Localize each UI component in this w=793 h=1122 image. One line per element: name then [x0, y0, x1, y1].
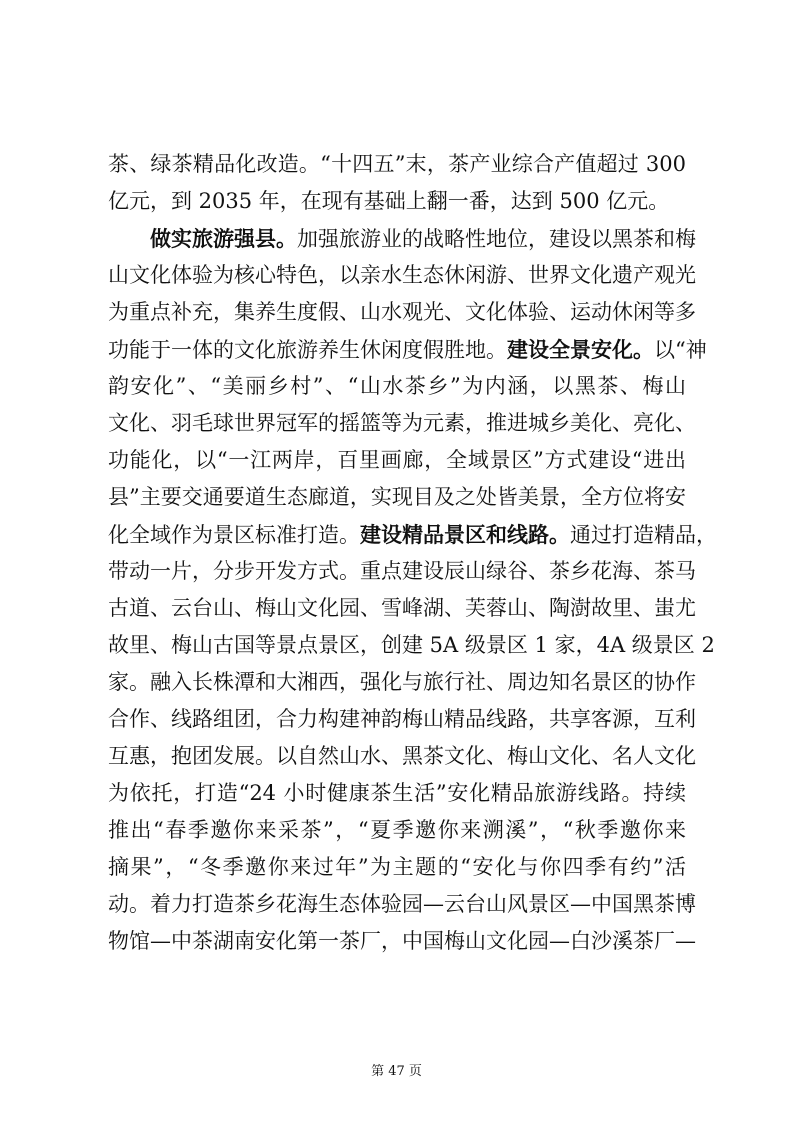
text-span: 化全域作为景区标准打造。: [108, 523, 360, 547]
text-line: [108, 522, 717, 547]
text-line: 县”主要交通要道生态廊道，实现目及之处皆美景，全方位将安: [108, 485, 686, 509]
text-line: 茶、绿茶精品化改造。“十四五”末，茶产业综合产值超过 300: [108, 152, 686, 176]
text-line: 带动一片，分步开发方式。重点建设辰山绿谷、茶乡花海、茶马: [108, 559, 696, 583]
text-line: [150, 226, 696, 251]
text-line: 家。融入长株潭和大湘西，强化与旅行社、周边知名景区的协作: [108, 670, 696, 694]
section-heading: 建设全景安化。: [507, 337, 654, 362]
text-line: 山文化体验为核心特色，以亲水生态休闲游、世界文化遗产观光: [108, 263, 696, 287]
text-line: 合作、线路组团，合力构建神韵梅山精品线路，共享客源，互利: [108, 707, 696, 731]
text-span: 以“神: [654, 338, 707, 362]
text-line: 互惠，抱团发展。以自然山水、黑茶文化、梅山文化、名人文化: [108, 744, 696, 768]
text-line: 故里、梅山古国等景点景区，创建 5A 级景区 1 家，4A 级景区 2: [108, 633, 715, 657]
page-number: 第 47 页: [371, 1064, 422, 1079]
section-heading: 做实旅游强县。: [150, 226, 297, 251]
text-line: 为依托，打造“24 小时健康茶生活”安化精品旅游线路。持续: [108, 781, 686, 805]
section-heading: 建设精品景区和线路。: [360, 522, 570, 547]
text-line: 功能化，以“一江两岸，百里画廊，全域景区”方式建设“进出: [108, 448, 686, 472]
text-line: 韵安化”、“美丽乡村”、“山水茶乡”为内涵，以黑茶、梅山: [108, 374, 686, 398]
text-line: 推出“春季邀你来采茶”，“夏季邀你来溯溪”，“秋季邀你来: [108, 818, 686, 842]
text-line: 古道、云台山、梅山文化园、雪峰湖、芙蓉山、陶澍故里、蚩尤: [108, 596, 696, 620]
text-span: 通过打造精品，: [570, 523, 717, 547]
text-line: 为重点补充，集养生度假、山水观光、文化体验、运动休闲等多: [108, 300, 696, 324]
text-line: 文化、羽毛球世界冠军的摇篮等为元素，推进城乡美化、亮化、: [108, 411, 696, 435]
text-line: [108, 337, 707, 362]
text-span: 加强旅游业的战略性地位，建设以黑茶和梅: [297, 227, 696, 251]
text-line: 亿元，到 2035 年，在现有基础上翻一番，达到 500 亿元。: [108, 189, 670, 213]
text-span: 功能于一体的文化旅游养生休闲度假胜地。: [108, 338, 507, 362]
text-line: 动。着力打造茶乡花海生态体验园—云台山风景区—中国黑茶博: [108, 892, 696, 916]
text-line: 物馆—中茶湖南安化第一茶厂，中国梅山文化园—白沙溪茶厂—: [108, 929, 696, 953]
text-line: 摘果”，“冬季邀你来过年”为主题的“安化与你四季有约”活: [108, 855, 686, 879]
